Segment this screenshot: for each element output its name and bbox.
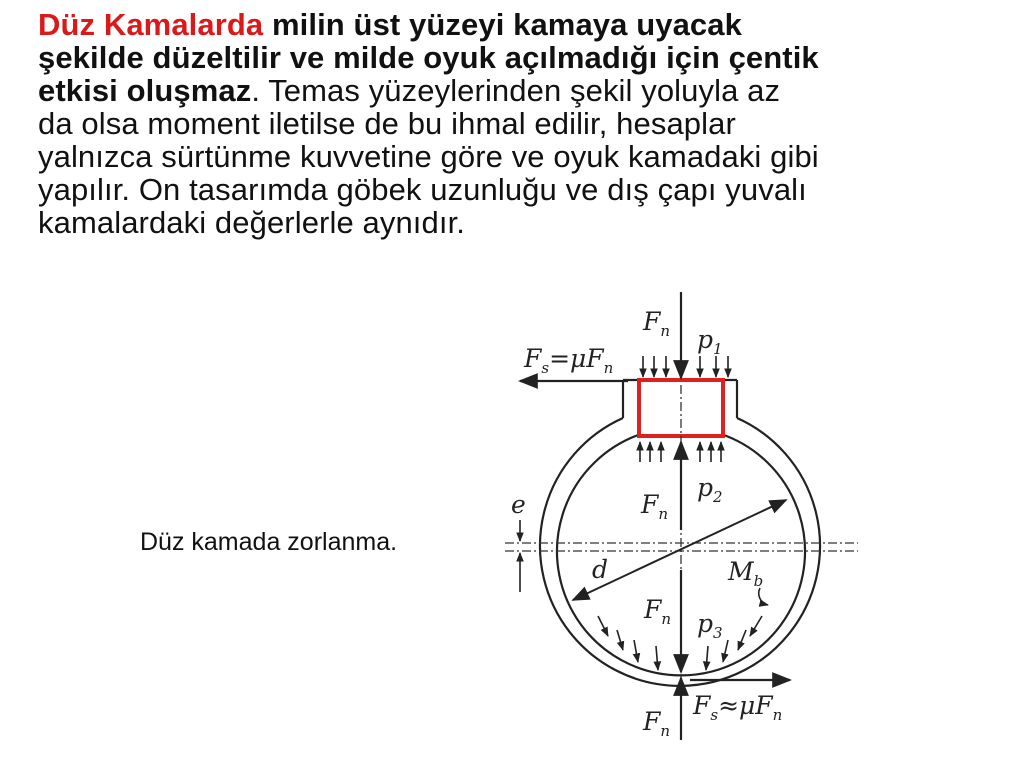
para-line-2: şekilde düzeltilir ve milde oyuk açılmadığı için çentik [38, 40, 819, 75]
label-d: d [592, 555, 609, 584]
para-line-6: yapılır. On tasarımda göbek uzunluğu ve dış çapı yuvalı [38, 172, 807, 207]
label-e: e [511, 490, 526, 519]
label-p3: $p_3$ [697, 609, 723, 642]
label-fn-mid: $F_n$ [641, 490, 669, 523]
label-mb: $M_b$ [728, 557, 764, 590]
label-p2: $p_2$ [697, 473, 723, 506]
label-fn-low: $F_n$ [644, 595, 672, 628]
label-fs-right: $F_s\approx\mu F_n$ [693, 691, 783, 724]
para-line-7: kamalardaki değerlerle aynıdır. [38, 205, 465, 240]
para-line-5: yalnızca sürtünme kuvvetine göre ve oyuk kamadaki gibi [38, 139, 819, 174]
label-fs-left: $F_s=\mu F_n$ [524, 344, 614, 377]
para-line-1: Düz Kamalarda milin üst yüzeyi kamaya uyacak [38, 7, 742, 42]
label-p1: $p_1$ [697, 325, 723, 358]
para-line-4: da olsa moment iletilse de bu ihmal edilir, hesaplar [38, 106, 736, 141]
label-fn-bottom: $F_n$ [643, 707, 671, 740]
figure-caption: Düz kamada zorlanma. [140, 528, 398, 556]
highlight-term: Düz Kamalarda [38, 7, 264, 42]
label-fn-top: $F_n$ [643, 307, 671, 340]
para-line-3: etkisi oluşmaz. Temas yüzeylerinden şekil yoluyla az [38, 73, 781, 108]
